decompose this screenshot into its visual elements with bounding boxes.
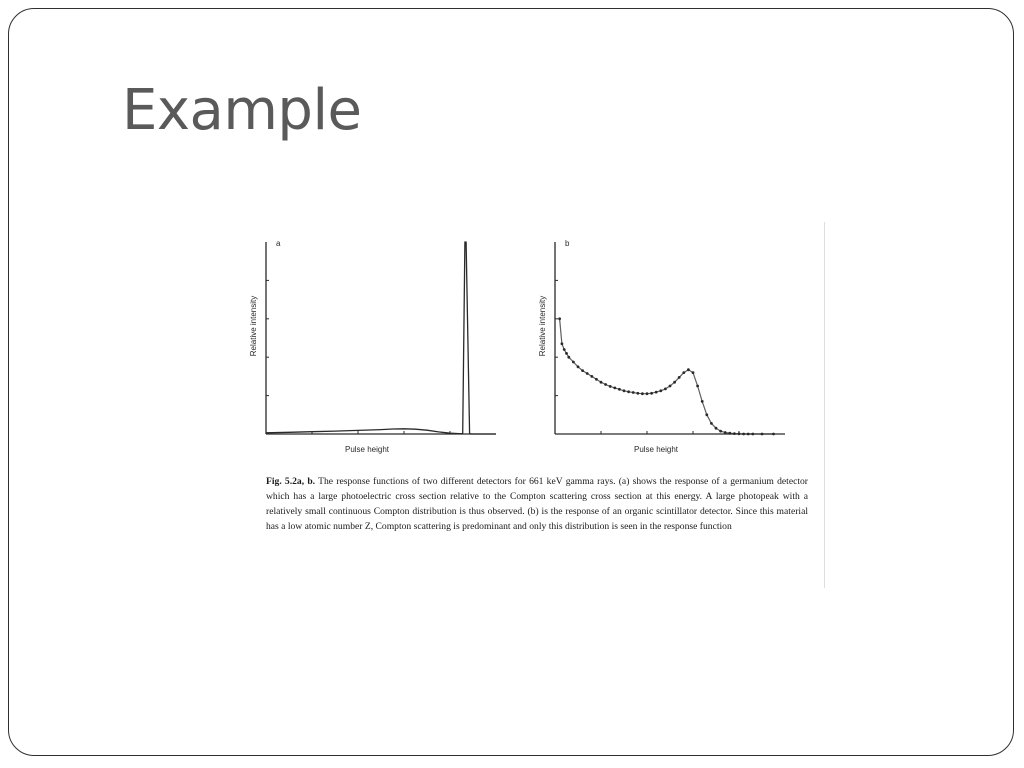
data-point — [572, 361, 575, 364]
y-axis-label: Relative intensity — [538, 295, 547, 357]
data-point — [692, 371, 695, 374]
figure-caption — [266, 474, 808, 534]
data-point — [577, 365, 580, 368]
panel-label: b — [565, 239, 570, 248]
data-point — [558, 317, 561, 320]
data-point — [728, 432, 731, 435]
data-point — [701, 400, 704, 403]
x-axis-label: Pulse height — [633, 445, 679, 454]
data-point — [650, 392, 653, 395]
data-point — [705, 413, 708, 416]
data-point — [567, 356, 570, 359]
y-axis-label: Relative intensity — [249, 295, 258, 357]
figure-divider — [824, 222, 825, 588]
caption-lead: Fig. 5.2a, b. — [266, 476, 316, 487]
data-point — [772, 433, 775, 436]
data-point — [627, 390, 630, 393]
data-point — [761, 433, 764, 436]
data-point — [751, 433, 754, 436]
data-point — [646, 392, 649, 395]
data-point — [738, 432, 741, 435]
data-point — [747, 433, 750, 436]
data-point — [600, 381, 603, 384]
data-point — [682, 371, 685, 374]
series-line — [266, 242, 496, 434]
slide-title: Example — [122, 78, 362, 143]
data-point — [609, 385, 612, 388]
data-point — [590, 375, 593, 378]
data-point — [724, 431, 727, 434]
data-point — [733, 432, 736, 435]
data-point — [696, 385, 699, 388]
x-axis-label: Pulse height — [344, 445, 390, 454]
data-point — [636, 392, 639, 395]
data-point — [565, 352, 568, 355]
data-point — [632, 391, 635, 394]
data-point — [604, 383, 607, 386]
data-point — [655, 391, 658, 394]
data-point — [687, 368, 690, 371]
data-point — [659, 389, 662, 392]
data-point — [719, 430, 722, 433]
data-point — [623, 389, 626, 392]
data-point — [561, 342, 564, 345]
data-point — [715, 427, 718, 430]
data-point — [586, 372, 589, 375]
data-point — [618, 388, 621, 391]
data-point — [613, 387, 616, 390]
data-point — [673, 381, 676, 384]
data-point — [563, 348, 566, 351]
data-point — [595, 378, 598, 381]
data-point — [710, 422, 713, 425]
data-point — [581, 369, 584, 372]
data-point — [742, 433, 745, 436]
panel-label: a — [276, 239, 281, 248]
figure-charts — [244, 222, 828, 472]
data-point — [678, 376, 681, 379]
caption-body: The response functions of two different detectors for 661 keV gamma rays. (a) shows the response of a germanium detector which has a large photoelectric cross section relative to the Compton scattering cross section at this energy. A large photopeak with a relatively small continuous Compton distribution is thus observed. (b) is the response of an organic scintillator detector. Since this material has a low atomic number Z, Compton scattering is predominant and only this distribution is seen in the response function — [266, 476, 808, 532]
data-point — [669, 385, 672, 388]
data-point — [641, 392, 644, 395]
figure — [244, 222, 828, 588]
data-point — [664, 388, 667, 391]
